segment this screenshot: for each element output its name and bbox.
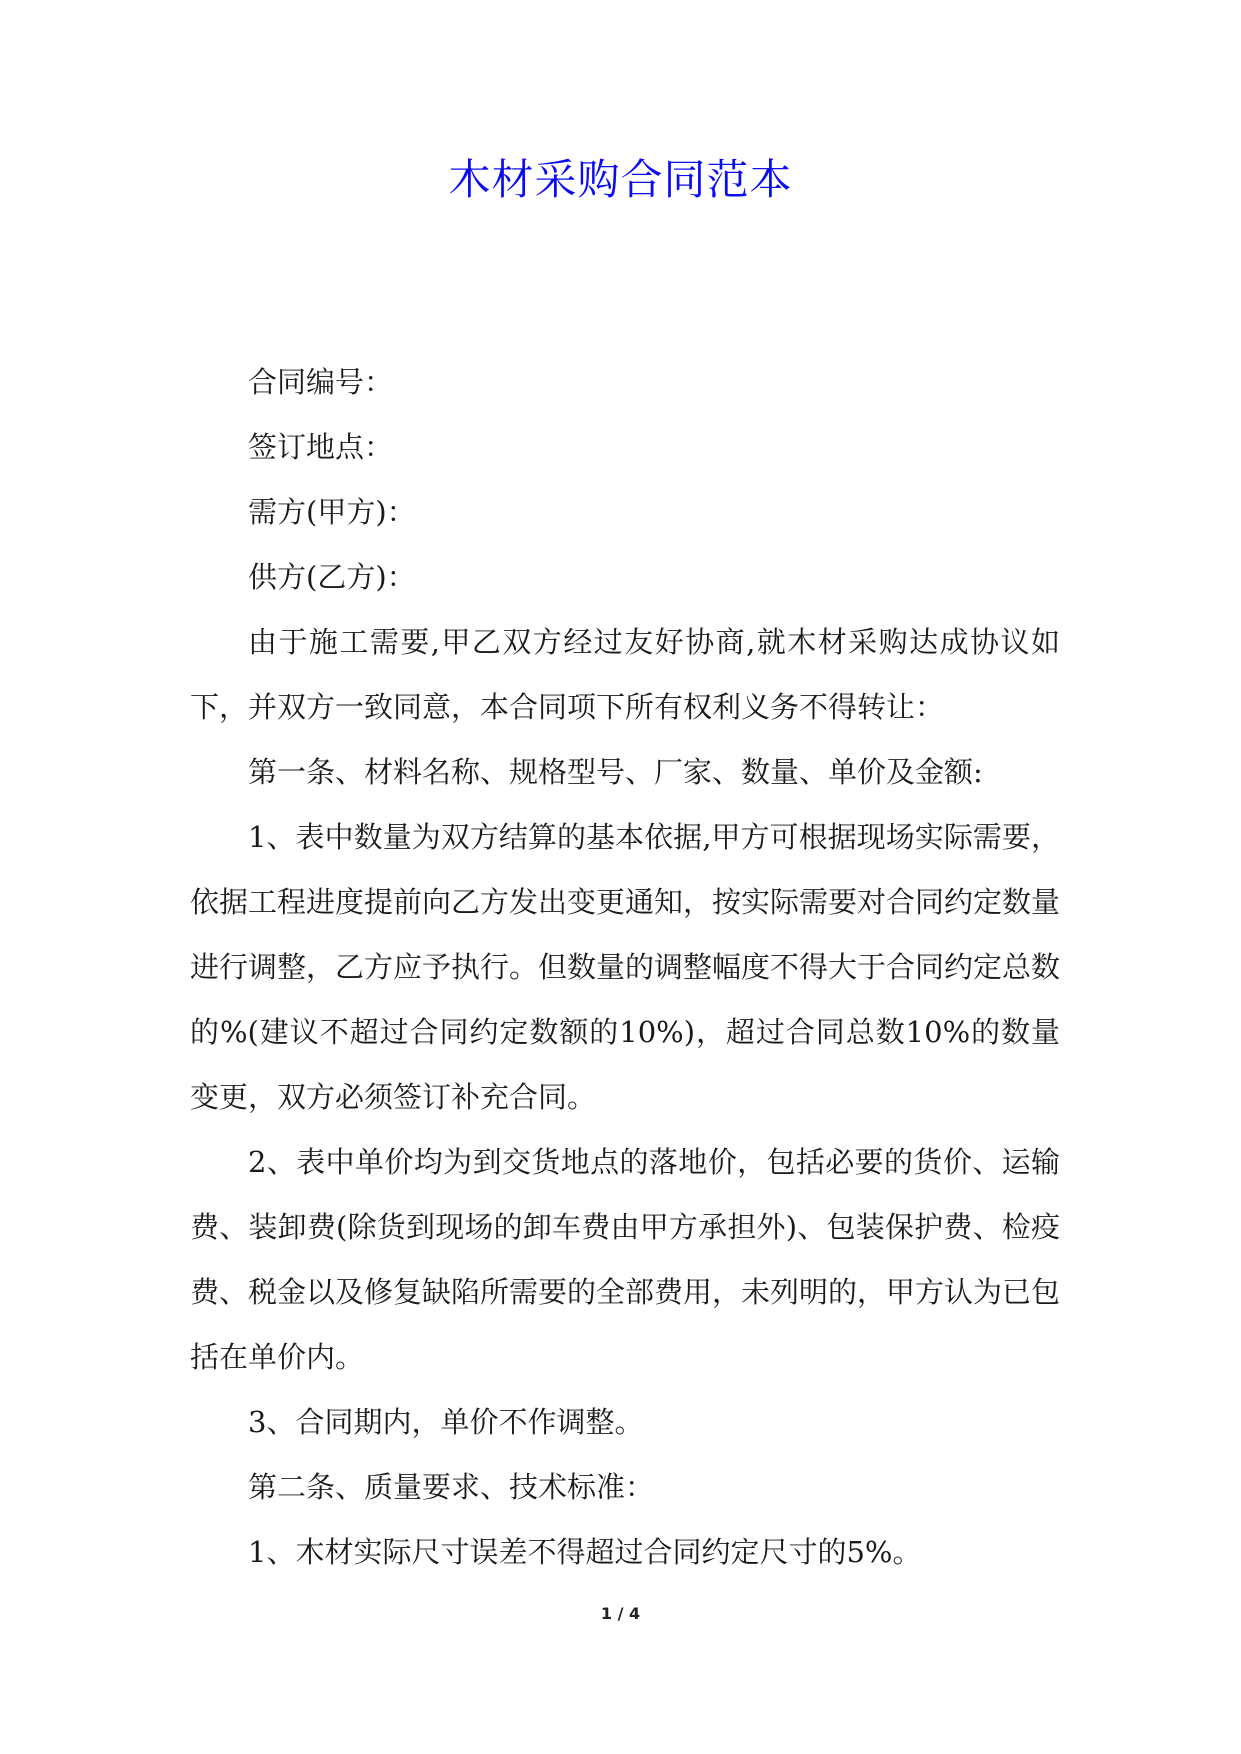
document-title: 木材采购合同范本 [448,155,793,204]
contract-number-line: 合同编号： [248,365,394,399]
article-one-clause-1: 1、表中数量为双方结算的基本依据,甲方可根据现场实际需要，依据工程进度提前向乙方发出变更通知，按实际需要对合同约定数量进行调整，乙方应予执行。但数量的调整幅度不得大于合同约定总数的%(建议不超过合同约定数额的10%)，超过合同总数10%的数量变更，双方必须签订补充合同。 [190,820,1061,1114]
article-two-heading: 第二条、质量要求、技术标准： [248,1470,655,1504]
page-number: 1 / 4 [600,1604,641,1623]
article-one-clause-2: 2、表中单价均为到交货地点的落地价，包括必要的货价、运输费、装卸费(除货到现场的卸车费由甲方承担外)、包装保护费、检疫费、税金以及修复缺陷所需要的全部费用，未列明的，甲方认为已包括在单价内。 [190,1145,1061,1374]
signing-place-line: 签订地点： [248,430,394,464]
document-body [190,350,1060,1585]
buyer-party-line: 需方(甲方)： [248,495,416,529]
article-two-clause-1: 1、木材实际尺寸误差不得超过合同约定尺寸的5%。 [248,1535,922,1569]
preamble-paragraph: 由于施工需要,甲乙双方经过友好协商,就木材采购达成协议如下，并双方一致同意，本合同项下所有权利义务不得转让： [190,625,1060,724]
article-one-clause-3: 3、合同期内，单价不作调整。 [248,1405,644,1439]
article-one-heading: 第一条、材料名称、规格型号、厂家、数量、单价及金额: [248,755,983,789]
supplier-party-line: 供方(乙方)： [248,560,416,594]
